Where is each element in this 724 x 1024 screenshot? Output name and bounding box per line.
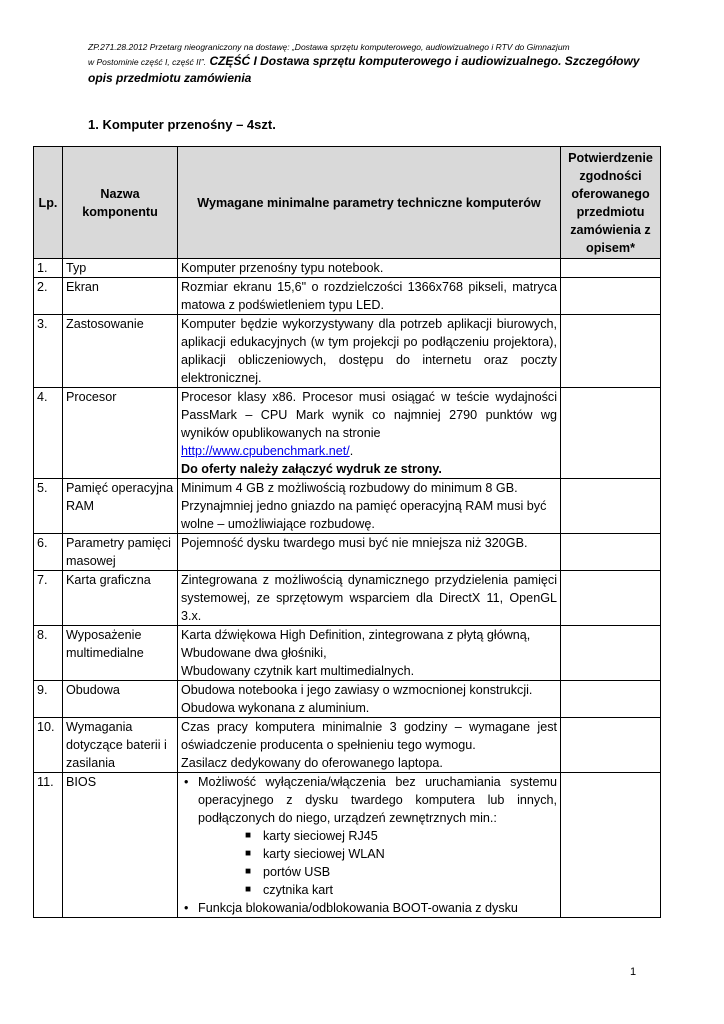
tender-reference: ZP.271.28.2012 Przetarg nieograniczony na dostawę: „Dostawa sprzętu komputerowego, audiowizualnego i RTV do Gimnazjum — [88, 42, 570, 52]
header-confirm: Potwierdzenie zgodności oferowanego przedmiotu zamówienia z opisem* — [561, 147, 661, 259]
list-item: • Możliwość wyłączenia/włączenia bez uruchamiania systemu operacyjnego z dysku twardego komputera lub innych, podłączonych do niego, urządzeń zewnętrznych min.: — [184, 775, 557, 825]
cpubenchmark-link[interactable]: http://www.cpubenchmark.net/ — [181, 444, 350, 458]
multimedia-line: Wbudowane dwa głośniki, — [181, 646, 327, 660]
table-row — [34, 278, 661, 315]
part-title: CZĘŚĆ I Dostawa sprzętu komputerowego i audiowizualnego. Szczegółowy — [209, 54, 640, 68]
header-name: Nazwa komponentu — [63, 147, 178, 259]
row-lp: 2. — [34, 278, 63, 315]
battery-line: Zasilacz dedykowany do oferowanego laptopa. — [181, 756, 443, 770]
table-row — [34, 388, 661, 479]
row-confirm-cell[interactable] — [561, 278, 661, 315]
tender-reference-cont: w Postominie część I, część II”. — [88, 57, 207, 67]
row-name: Wyposażenie multimedialne — [63, 626, 178, 681]
row-params — [178, 388, 561, 479]
document-header — [88, 40, 648, 86]
row-lp: 4. — [34, 388, 63, 479]
row-params: Minimum 4 GB z możliwością rozbudowy do minimum 8 GB. Przynajmniej jedno gniazdo na pamięć operacyjną RAM musi być wolne – umożliwiające rozbudowę. — [178, 479, 561, 534]
row-params: Komputer przenośny typu notebook. — [178, 259, 561, 278]
list-item: ■ portów USB — [245, 865, 331, 879]
row-lp: 11. — [34, 773, 63, 918]
row-lp: 7. — [34, 571, 63, 626]
section-title: 1. Komputer przenośny – 4szt. — [88, 117, 276, 132]
table-row — [34, 718, 661, 773]
row-lp: 8. — [34, 626, 63, 681]
row-lp: 6. — [34, 534, 63, 571]
link-suffix: . — [349, 444, 354, 458]
row-name: Typ — [63, 259, 178, 278]
list-item: ■ karty sieciowej RJ45 — [245, 829, 378, 843]
row-params — [178, 681, 561, 718]
multimedia-line: Wbudowany czytnik kart multimedialnych. — [181, 664, 415, 678]
row-confirm-cell[interactable] — [561, 626, 661, 681]
row-name: BIOS — [63, 773, 178, 918]
bios-list — [181, 773, 557, 827]
row-confirm-cell[interactable] — [561, 315, 661, 388]
list-item: • Funkcja blokowania/odblokowania BOOT-owania z dysku — [184, 901, 518, 915]
row-confirm-cell[interactable] — [561, 718, 661, 773]
row-name: Zastosowanie — [63, 315, 178, 388]
multimedia-line: Karta dźwiękowa High Definition, zintegrowana z płytą główną, — [181, 628, 531, 642]
row-name: Wymagania dotyczące baterii i zasilania — [63, 718, 178, 773]
bullet-icon: • — [184, 901, 189, 915]
row-name: Parametry pamięci masowej — [63, 534, 178, 571]
table-row — [34, 534, 661, 571]
case-line: Obudowa wykonana z aluminium. — [181, 701, 370, 715]
square-bullet-icon: ■ — [245, 884, 252, 895]
row-lp: 10. — [34, 718, 63, 773]
row-name: Procesor — [63, 388, 178, 479]
row-params: Komputer będzie wykorzystywany dla potrzeb aplikacji biurowych, aplikacji edukacyjnych (w tym projekcji po podłączeniu projektora), aplikacji obliczeniowych, dostępu do internetu oraz poczty elektronicznej. — [178, 315, 561, 388]
row-params: Pojemność dysku twardego musi być nie mniejsza niż 320GB. — [178, 534, 561, 571]
case-line: Obudowa notebooka i jego zawiasy o wzmocnionej konstrukcji. — [181, 683, 533, 697]
row-confirm-cell[interactable] — [561, 388, 661, 479]
row-lp: 5. — [34, 479, 63, 534]
row-name: Pamięć operacyjna RAM — [63, 479, 178, 534]
square-bullet-icon: ■ — [245, 866, 252, 877]
row-params — [178, 718, 561, 773]
row-confirm-cell[interactable] — [561, 681, 661, 718]
list-item: ■ karty sieciowej WLAN — [245, 847, 385, 861]
row-params: Rozmiar ekranu 15,6" o rozdzielczości 1366x768 pikseli, matryca matowa z podświetleniem typu LED. — [178, 278, 561, 315]
row-params — [178, 626, 561, 681]
row-name: Ekran — [63, 278, 178, 315]
bullet-icon: • — [184, 775, 189, 789]
table-row — [34, 626, 661, 681]
row-lp: 3. — [34, 315, 63, 388]
processor-requirement: Procesor klasy x86. Procesor musi osiągać w teście wydajności PassMark – CPU Mark wynik co najmniej 2790 punktów wg wyników opublikowanych na stronie — [181, 390, 557, 440]
attachment-note: Do oferty należy załączyć wydruk ze strony. — [181, 462, 442, 476]
row-confirm-cell[interactable] — [561, 534, 661, 571]
row-params: Zintegrowana z możliwością dynamicznego przydzielenia pamięci systemowej, ze sprzętowym wsparciem dla DirectX 11, OpenGL 3.x. — [178, 571, 561, 626]
row-name: Karta graficzna — [63, 571, 178, 626]
row-name: Obudowa — [63, 681, 178, 718]
header-lp: Lp. — [34, 147, 63, 259]
header-params: Wymagane minimalne parametry techniczne komputerów — [178, 147, 561, 259]
row-confirm-cell[interactable] — [561, 571, 661, 626]
row-lp: 1. — [34, 259, 63, 278]
part-subtitle: opis przedmiotu zamówienia — [88, 71, 252, 85]
list-item: ■ czytnika kart — [245, 883, 333, 897]
table-row — [34, 681, 661, 718]
row-params — [178, 773, 561, 918]
table-row — [34, 773, 661, 918]
row-lp: 9. — [34, 681, 63, 718]
page-number: 1 — [630, 966, 637, 978]
table-row — [34, 479, 661, 534]
bios-sublist — [181, 827, 557, 899]
table-row — [34, 315, 661, 388]
table-header-row — [34, 147, 661, 259]
row-confirm-cell[interactable] — [561, 259, 661, 278]
row-confirm-cell[interactable] — [561, 479, 661, 534]
square-bullet-icon: ■ — [245, 848, 252, 859]
square-bullet-icon: ■ — [245, 830, 252, 841]
spec-table — [33, 146, 661, 918]
battery-line: Czas pracy komputera minimalnie 3 godziny – wymagane jest oświadczenie producenta o spełnieniu tego wymogu. — [181, 720, 557, 752]
row-confirm-cell[interactable] — [561, 773, 661, 918]
table-row — [34, 571, 661, 626]
table-row — [34, 259, 661, 278]
